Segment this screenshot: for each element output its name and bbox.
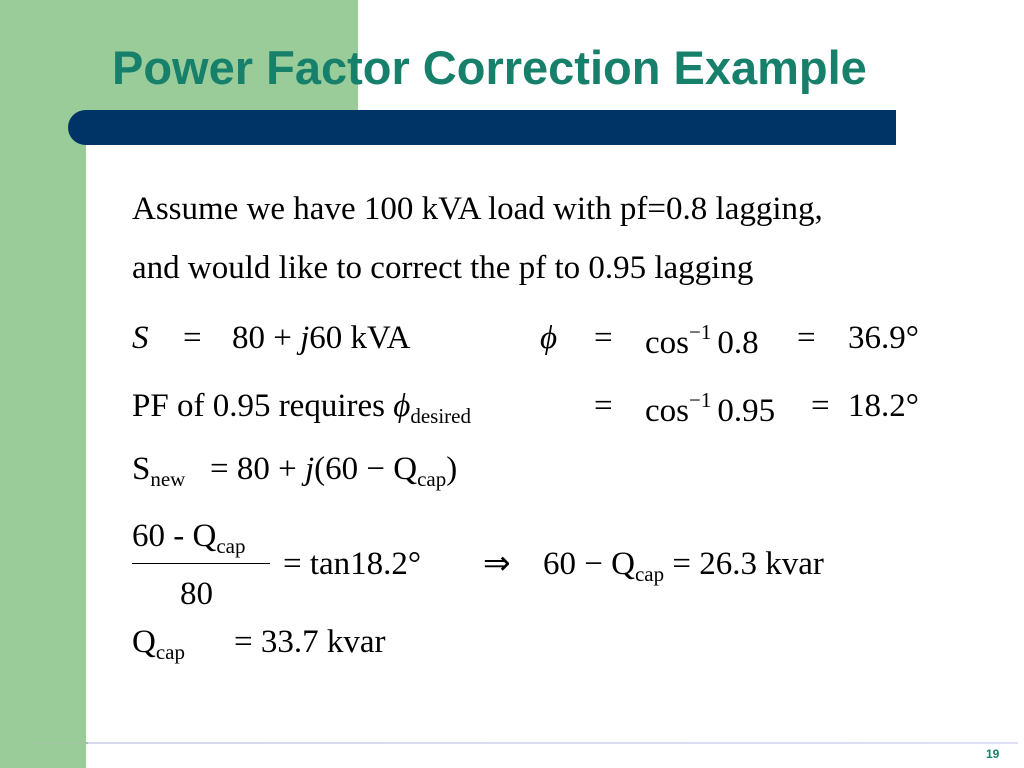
eq2-equals: = [594, 388, 613, 424]
eq1-equals-3: = [797, 320, 816, 356]
footer-rule [28, 742, 1018, 744]
eq3-snew: $S_{new}$ [132, 451, 186, 491]
eq1-S: S [132, 320, 149, 356]
eq2-cos: $\cos^{-1} 0.95$ [645, 388, 776, 429]
body-line-2: and would like to correct the pf to 0.95 lagging [132, 250, 754, 286]
eq1-phi: ϕ [540, 320, 558, 356]
eq1-equals-2: = [594, 320, 613, 356]
eq1-result: 36.9° [848, 320, 919, 356]
page-number: 19 [986, 747, 1000, 761]
body-line-1: Assume we have 100 kVA load with pf=0.8 lagging, [132, 191, 823, 227]
slide-title: Power Factor Correction Example [112, 41, 867, 94]
eq4-tan: = tan18.2° [283, 546, 422, 582]
eq4-result: $60 - Q_{cap} = 26.3$ kvar [543, 546, 824, 586]
eq1-rhs: 80 + j60 kVA [232, 320, 411, 356]
eq2-result: 18.2° [848, 388, 919, 424]
eq4-numerator: $60 - Q_{cap}$ [132, 518, 246, 558]
eq1-cos: $\cos^{-1} 0.8$ [645, 320, 759, 361]
eq5-result: = 33.7 kvar [234, 624, 386, 660]
implies-symbol: ⇒ [483, 546, 511, 582]
eq4-denominator: 80 [180, 576, 213, 612]
eq2-lead: PF of 0.95 requires $\phi_{desired}$ [132, 388, 471, 428]
fraction-bar [132, 563, 270, 564]
eq5-qcap: $Q_{cap}$ [132, 624, 185, 664]
content-corner [86, 145, 126, 185]
eq2-equals-2: = [811, 388, 830, 424]
title-underline-bar [68, 110, 896, 145]
eq1-equals: = [183, 320, 202, 356]
eq3-rhs: = $80 + j(60 - Q_{cap})$ [210, 451, 458, 491]
